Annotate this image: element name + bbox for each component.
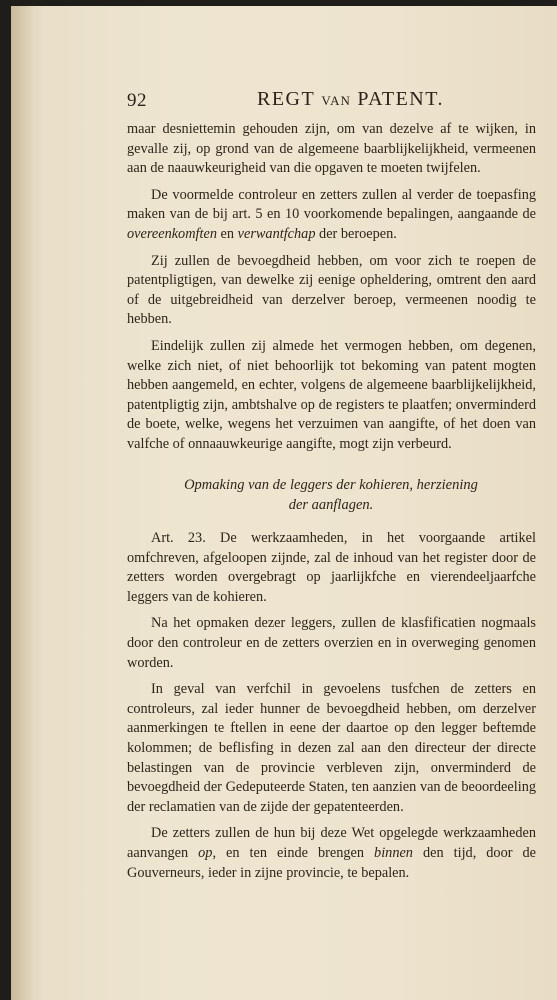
- body-text-top: [127, 120, 536, 455]
- text-run: De zetters zullen de hun bij deze Wet opgelegde werkzaamheden aanvangen: [127, 825, 536, 861]
- text-run: Eindelijk zullen zij almede het vermogen hebben, om degenen, welke zich niet, of niet behoorlijk tot bekoming van patent mogten hebben aangemeld, en echter, volgens de algemeene baarblijkelijkheid, patentpligtig zijn, ambtshalve op de registers te plaatfen; onverminderd de boete, welke, wegens het verzuimen van aangifte, of het doen van valfche of onnaauwkeurige aangifte, mogt zijn verbeurd.: [127, 337, 536, 452]
- text-run: , en ten einde brengen: [212, 844, 375, 861]
- paragraph: [127, 186, 536, 245]
- section-heading-line-1: Opmaking van de leggers der kohieren, herziening: [184, 477, 478, 493]
- text-run: De voormelde controleur en zetters zullen al verder de toepasfing maken van de bij art. 5 en 10 voorkomende bepalingen, aangaande de: [127, 186, 536, 223]
- running-title: REGT VAN PATENT.: [257, 88, 444, 110]
- italic-term: verwantfchap: [237, 225, 316, 242]
- text-run: der beroepen.: [315, 225, 397, 242]
- italic-term: overeenkomften: [127, 225, 217, 242]
- text-run: en: [216, 225, 238, 242]
- text-run: Na het opmaken dezer leggers, zullen de klasfificatien nogmaals door den controleur en de zetters overzien en in overweging genomen worden.: [127, 615, 536, 671]
- text-run: Art. 23. De werkzaamheden, in het voorgaande artikel omfchreven, afgeloopen zijnde, zal de inhoud van het register door de zetters worden overgebragt op jaarlijkfche en vierendeeljaarfche leggers van de kohieren.: [127, 530, 536, 605]
- paragraph: [127, 614, 536, 673]
- book-page: [11, 6, 557, 1000]
- section-heading: [161, 476, 501, 515]
- text-run: den tijd, door de Gouverneurs, ieder in zijne provincie, te bepalen.: [127, 844, 536, 881]
- paragraph: [127, 252, 536, 330]
- paragraph: [127, 529, 536, 607]
- italic-term: op: [198, 844, 213, 861]
- page-gutter: [11, 6, 33, 1000]
- text-run: Zij zullen de bevoegdheid hebben, om voor zich te roepen de patentpligtigen, van dewelke zij eenige opheldering, omtrent den aard of de uitgebreidheid van derzelver beroep, vermeenen noodig te hebben.: [127, 252, 536, 328]
- section-heading-line-2: der aanflagen.: [288, 496, 374, 513]
- italic-term: binnen: [374, 844, 413, 861]
- text-run: In geval van verfchil in gevoelens tusfchen de zetters en controleurs, zal ieder hunner de bevoegdheid hebben, om derzelver aanmerkingen te ftellen in eene der daartoe op den legger beftemde kolommen; de beflisfing in dezen zal aan den directeur der directe belastingen van de provincie verbleven zijn, onverminderd de bevoegdheid der Gedeputeerde Staten, ten aanzien van de beoordeeling der reclamatien van de zijde der gepatenteerden.: [127, 681, 536, 815]
- body-text-bottom: [127, 529, 536, 883]
- paragraph: [127, 680, 536, 817]
- running-header: [127, 88, 527, 112]
- page-number: 92: [127, 90, 147, 111]
- paragraph: [127, 120, 536, 179]
- paragraph: [127, 824, 536, 883]
- text-run: maar desniettemin gehouden zijn, om van dezelve af te wijken, in gevalle zij, op grond van de algemeene baarblijkelijkheid, vermeenen aan de naauwkeurigheid van die opgaven te moeten twijfelen.: [127, 121, 536, 177]
- paragraph: [127, 337, 536, 455]
